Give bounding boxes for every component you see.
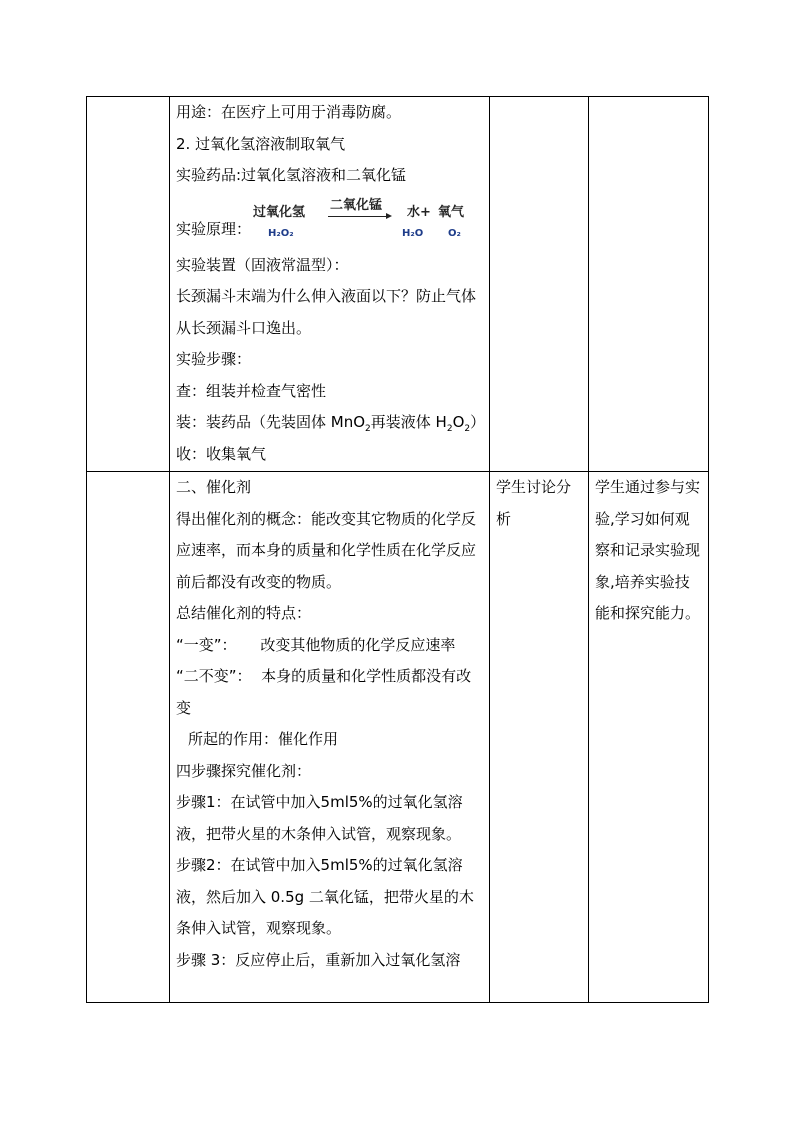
design-intent: 学生通过参与实验,学习如何观察和记录实验现象,培养实验技能和探究能力。 — [595, 478, 701, 622]
explore-step-3: 步骤 3：反应停止后，重新加入过氧化氢溶 — [176, 950, 461, 969]
reactant-formula: H₂O₂ — [268, 227, 294, 239]
explore-label: 四步骤探究催化剂： — [176, 761, 312, 780]
empty-cell — [589, 97, 709, 472]
method-title: 2. 过氧化氢溶液制取氧气 — [176, 134, 346, 153]
lesson-plan-table — [86, 96, 709, 1003]
step-load-text: 再装液体 H — [370, 413, 447, 431]
funnel-question: 长颈漏斗末端为什么伸入液面以下？防止气体从长颈漏斗口逸出。 — [176, 287, 477, 337]
reactant-name: 过氧化氢 — [253, 204, 306, 220]
content-cell — [170, 472, 490, 1003]
reaction-equation — [176, 192, 476, 250]
empty-cell — [87, 472, 170, 1003]
table-row — [87, 97, 709, 472]
steps-label: 实验步骤： — [176, 350, 252, 368]
feature-one-change: “一变”： 改变其他物质的化学反应速率 — [176, 635, 456, 654]
subscript: 2 — [365, 424, 371, 434]
water-formula: H₂O — [402, 227, 424, 239]
principle-label: 实验原理： — [176, 220, 252, 238]
step-load-text: 装：装药品（先装固体 MnO — [176, 413, 366, 431]
catalyst-name: 二氧化锰 — [330, 197, 383, 213]
catalyst-heading: 二、催化剂 — [176, 478, 252, 496]
step-check: 查：组装并检查气密性 — [176, 381, 327, 400]
explore-step-1: 步骤1：在试管中加入5ml5%的过氧化氢溶液，把带火星的木条伸入试管，观察现象。 — [176, 793, 463, 843]
principle-row — [176, 192, 483, 250]
design-intent-cell — [589, 472, 709, 1003]
usage-line: 用途：在医疗上可用于消毒防腐。 — [176, 103, 402, 121]
reagents-line: 实验药品:过氧化氢溶液和二氧化锰 — [176, 166, 407, 184]
feature-two-no-change: “二不变”： 本身的质量和化学性质都没有改变 — [176, 667, 472, 717]
product-oxygen: 氧气 — [438, 204, 465, 220]
step-collect: 收：收集氧气 — [176, 444, 267, 463]
subscript: 2 — [464, 424, 471, 434]
explore-step-2: 步骤2：在试管中加入5ml5%的过氧化氢溶液，然后加入 0.5g 二氧化锰，把带火星的木条伸入试管，观察现象。 — [176, 856, 474, 937]
catalyst-concept: 得出催化剂的概念：能改变其它物质的化学反应速率，而本身的质量和化学性质在化学反应前后都没有改变的物质。 — [176, 509, 477, 591]
content-cell — [170, 97, 490, 472]
features-label: 总结催化剂的特点： — [176, 604, 312, 622]
oxygen-formula: O₂ — [448, 227, 461, 239]
table-row — [87, 472, 709, 1003]
step-load-text: ） — [470, 413, 486, 431]
student-activity: 学生讨论分析 — [496, 478, 572, 528]
apparatus-line: 实验装置（固液常温型）： — [176, 255, 349, 274]
empty-cell — [490, 97, 589, 472]
student-activity-cell — [490, 472, 589, 1003]
step-load-text: O — [452, 413, 465, 431]
subscript: 2 — [446, 424, 453, 434]
step-load — [176, 407, 486, 439]
empty-cell — [87, 97, 170, 472]
reaction-arrow — [328, 216, 390, 217]
catalyst-role: 所起的作用：催化作用 — [188, 730, 339, 748]
product-water: 水+ — [407, 204, 431, 220]
